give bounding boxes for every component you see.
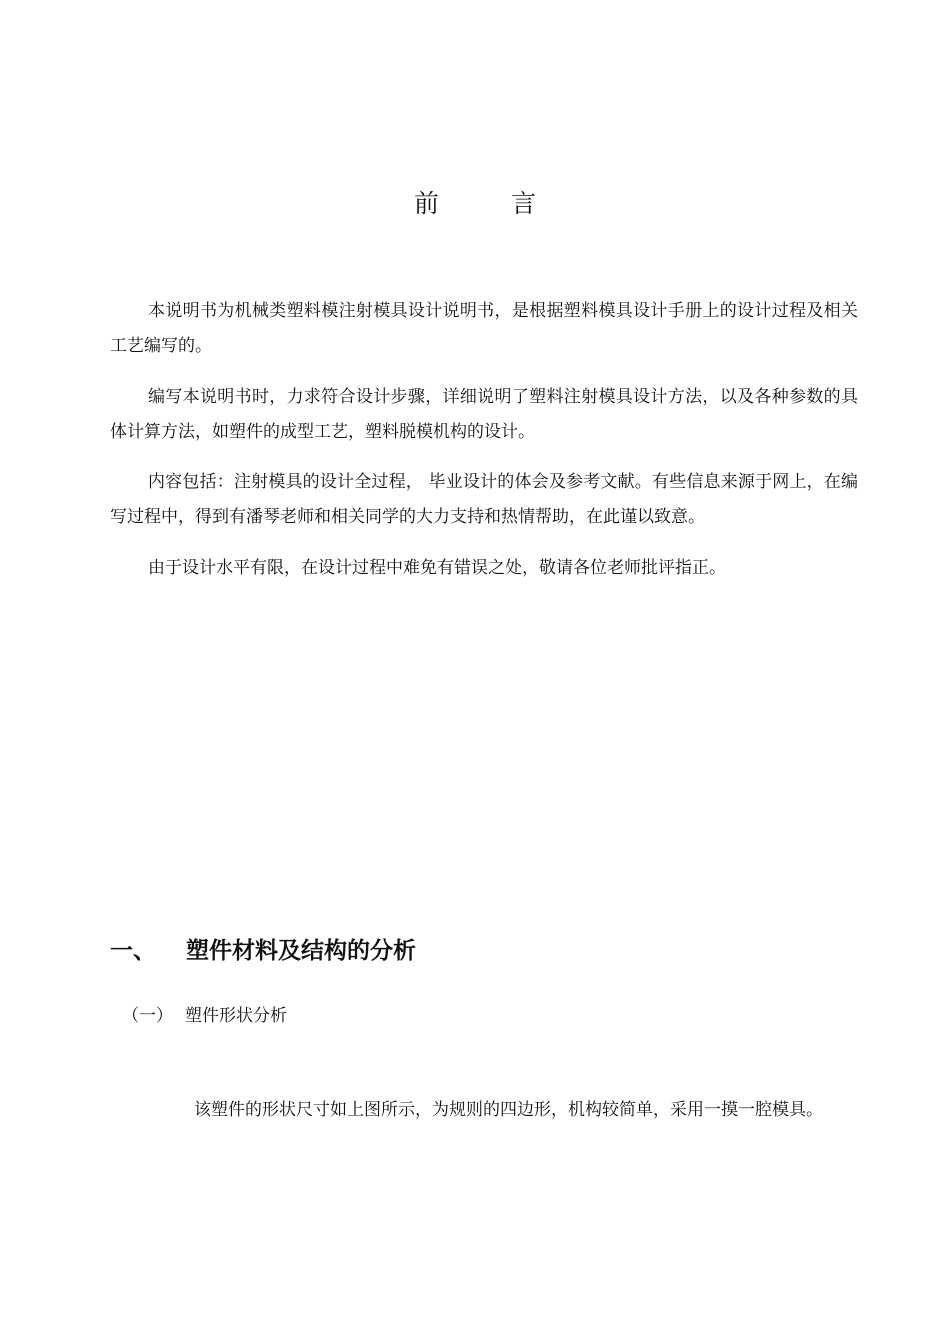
section-number: 一、 [110,938,156,964]
subsection-number: （一） [122,1006,173,1026]
preface-paragraph-3: 内容包括：注射模具的设计全过程， 毕业设计的体会及参考文献。有些信息来源于网上，在编写过程中，得到有潘琴老师和相关同学的大力支持和热情帮助，在此谨以致意。 [110,472,858,527]
preface-paragraph-1: 本说明书为机械类塑料模注射模具设计说明书，是根据塑料模具设计手册上的设计过程及相关工艺编写的。 [110,301,858,356]
section-paragraph: 该塑件的形状尺寸如上图所示，为规则的四边形，机构较简单，采用一摸一腔模具。 [194,1100,823,1120]
preface-title [0,184,950,220]
subsection-heading [122,1001,287,1026]
preface-title-char-2: 言 [511,189,537,218]
preface-paragraph-4: 由于设计水平有限，在设计过程中难免有错误之处，敬请各位老师批评指正。 [148,558,726,578]
section-title: 塑件材料及结构的分析 [186,938,416,964]
section-heading [110,932,416,965]
preface-title-char-1: 前 [413,189,439,218]
subsection-title: 塑件形状分析 [185,1006,287,1026]
preface-paragraph-2: 编写本说明书时，力求符合设计步骤，详细说明了塑料注射模具设计方法，以及各种参数的具体计算方法，如塑件的成型工艺，塑料脱模机构的设计。 [110,387,858,442]
